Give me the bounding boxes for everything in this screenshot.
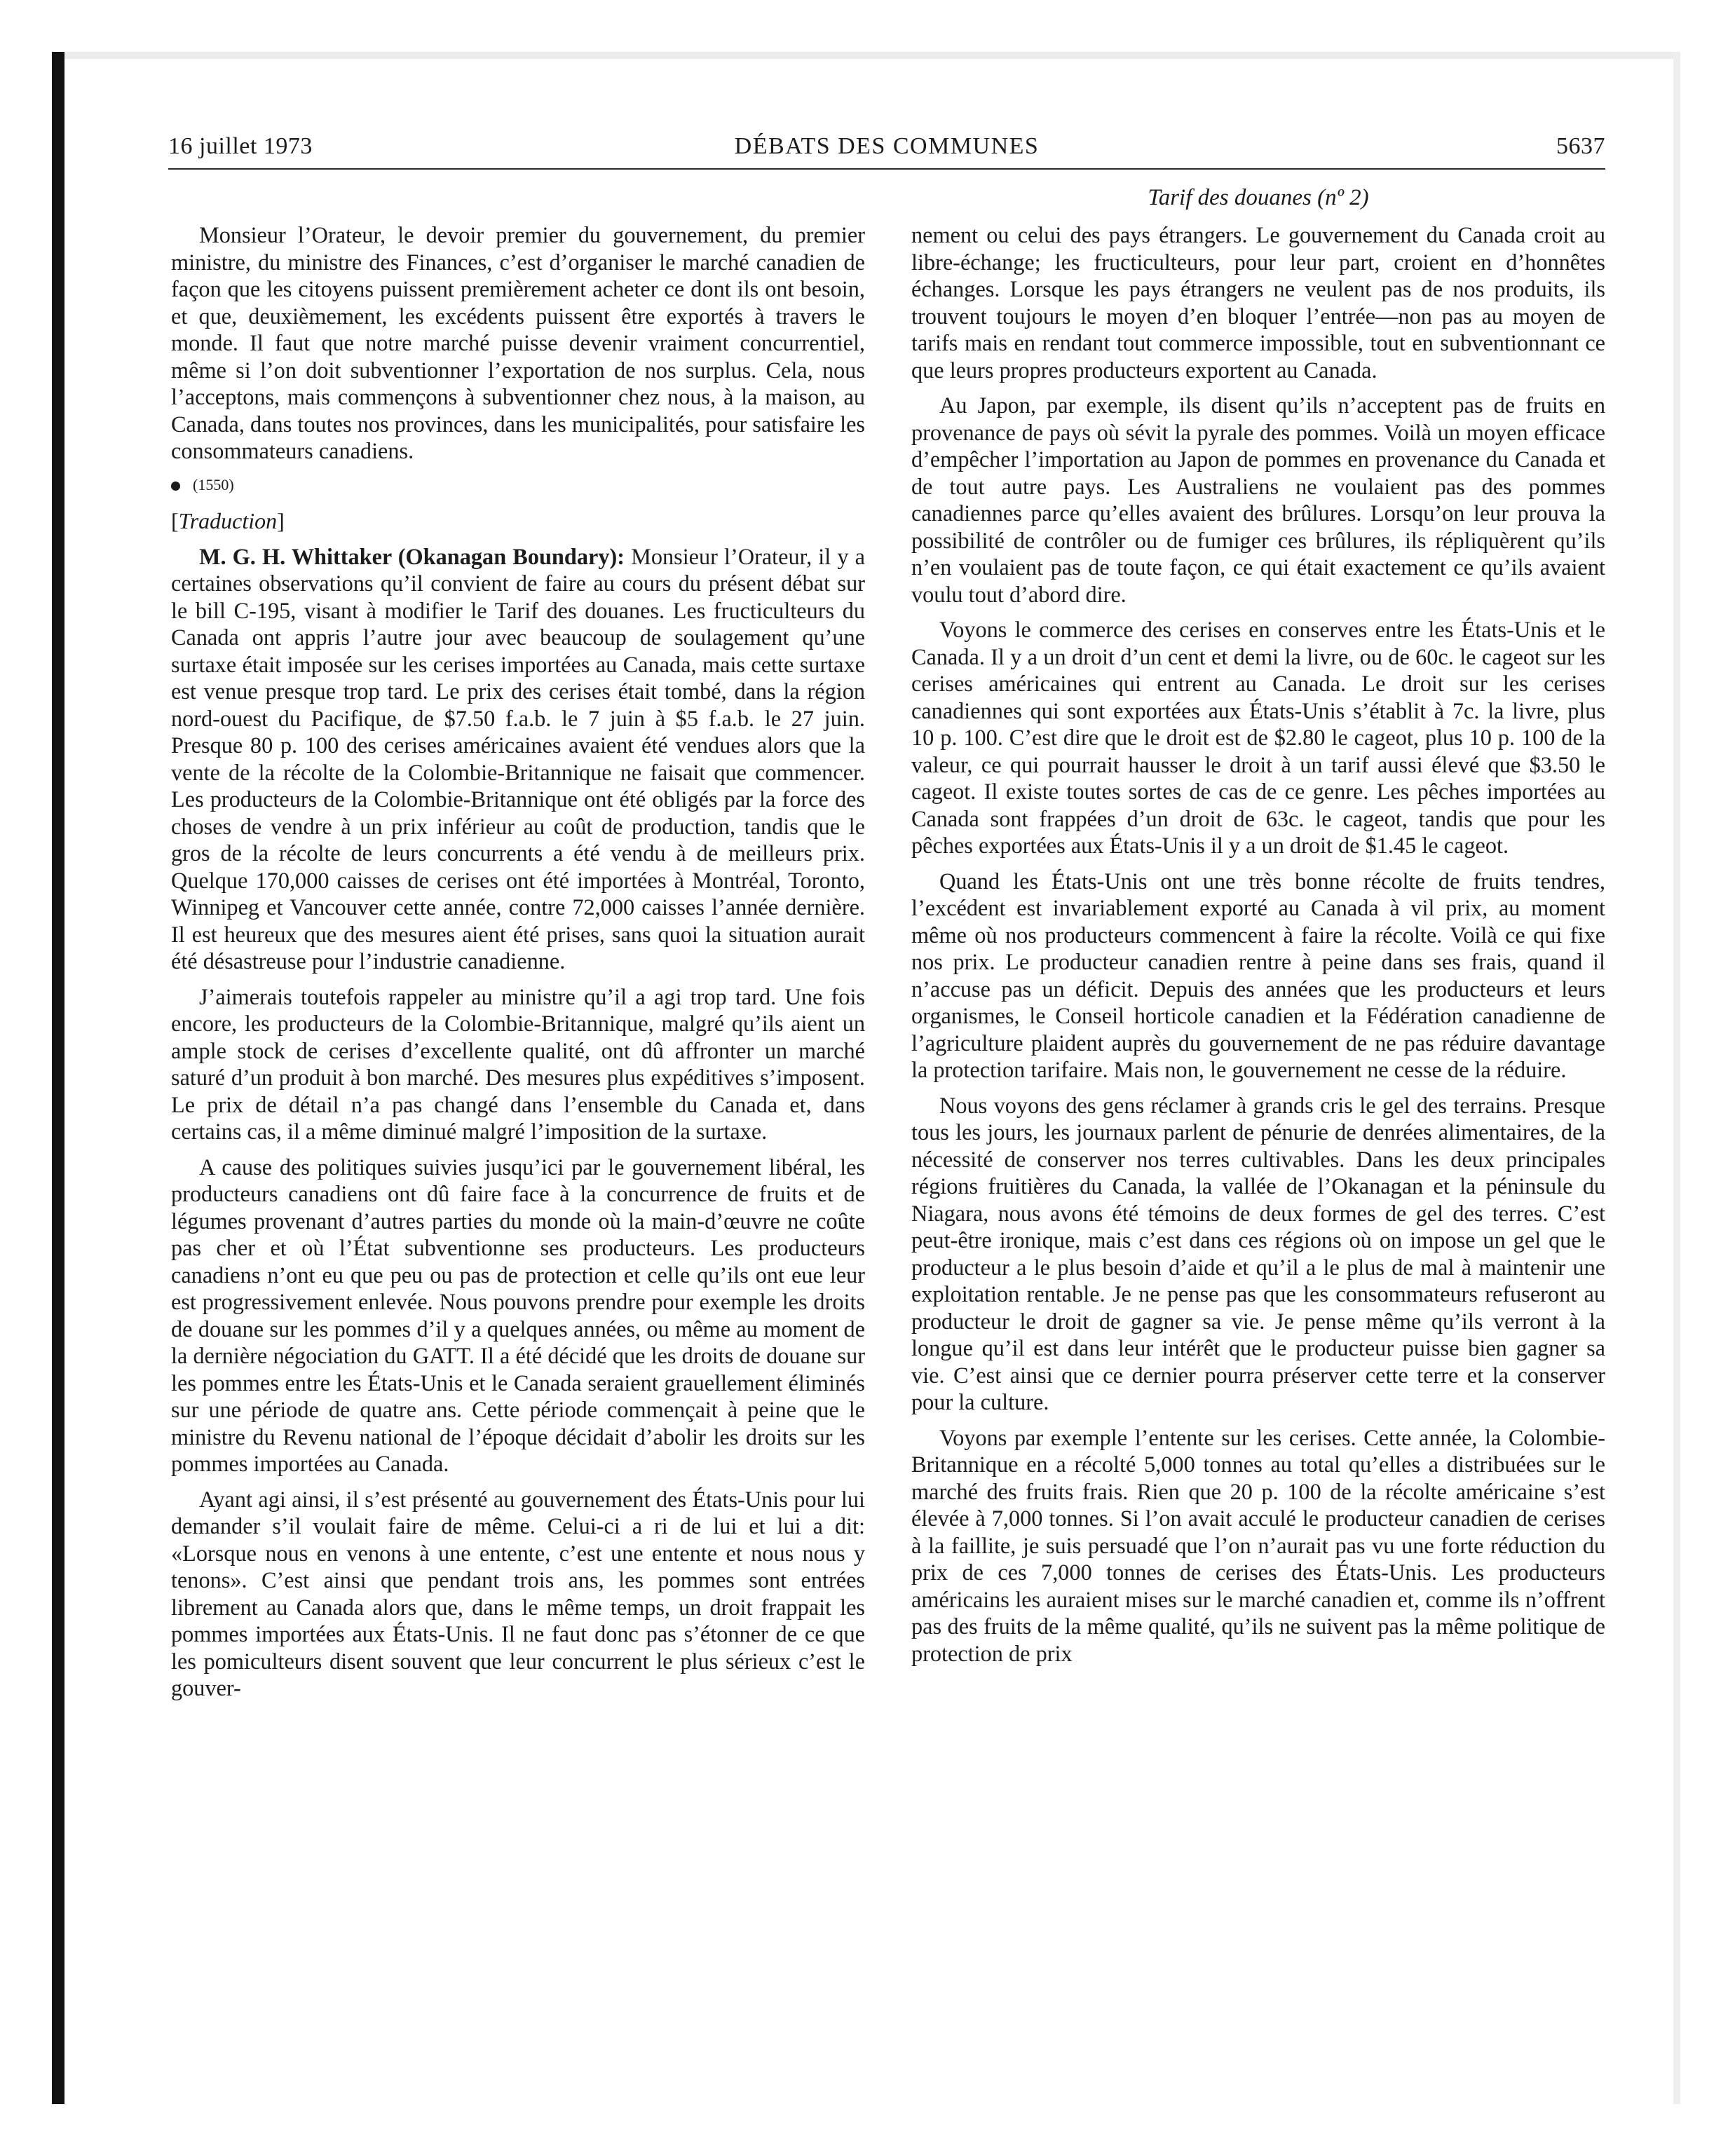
paragraph: Ayant agi ainsi, il s’est présenté au gouvernement des États-Unis pour lui demander s’il voulait faire de même. Celui-ci a ri de lui et lui a dit: «Lorsque nous en venons à une entente, c’est une entente et nous nous y tenons». C’est ainsi que pendant trois ans, les pommes sont entrées librement au Canada alors que, dans le même temps, un droit frappait les pommes importées aux États-Unis. Il ne faut donc pas s’étonner de ce que les pomiculteurs disent souvent que leur concurrent le plus sérieux c’est le gouver-	[171, 1486, 865, 1700]
bullet-icon	[171, 482, 180, 491]
header-title: DÉBATS DES COMMUNES	[734, 133, 1040, 159]
time-marker	[171, 475, 865, 496]
right-column	[911, 221, 1605, 1675]
scan-border-right	[1673, 52, 1680, 2104]
page-header	[168, 133, 1605, 167]
scan-border-left	[52, 52, 64, 2104]
speaker-paragraph	[171, 543, 865, 975]
speaker-text: Monsieur l’Orateur, il y a certaines observations qu’il convient de faire au cours du présent débat sur le bill C-195, visant à modifier le Tarif des douanes. Les fructiculteurs du Canada ont appris l’autre jour avec beaucoup de soulagement qu’une surtaxe était imposée sur les cerises importées au Canada, mais cette surtaxe est venue presque trop tard. Le prix des cerises était tombé, dans la région nord-ouest du Pacifique, de $7.50 f.a.b. le 7 juin à $5 f.a.b. le 27 juin. Presque 80 p. 100 des cerises américaines avaient été vendues alors que la vente de la récolte de la Colombie-Britannique ne faisait que commencer. Les producteurs de la Colombie-Britannique ont été obligés par la force des choses de vendre à un prix inférieur au coût de production, tandis que le gros de la récolte de leurs concurrents a été vendu à de meilleurs prix. Quelque 170,000 caisses de cerises ont été importées à Montréal, Toronto, Winnipeg et Vancouver cette année, contre 72,000 caisses l’année dernière. Il est heureux que des mesures aient été prises, sans quoi la situation aurait été désastreuse pour l’industrie canadienne.	[171, 543, 865, 974]
translation-label-text: Traduction	[178, 507, 278, 533]
paragraph: Voyons par exemple l’entente sur les cerises. Cette année, la Colombie-Britannique en a récolté 5,000 tonnes au total qu’elles a distribuées sur le marché des fruits frais. Rien que 20 p. 100 de la récolte américaine s’est élevée à 7,000 tonnes. Si l’on avait acculé le producteur canadien de cerises à la faillite, je suis persuadé que l’on n’aurait pas vu une forte réduction du prix de ces 7,000 tonnes de cerises des États-Unis. Les producteurs américains les auraient mises sur le marché canadien et, comme ils n’offrent pas des fruits de la même qualité, qu’ils ne suivent pas la même politique de protection de prix	[911, 1424, 1605, 1666]
paragraph: J’aimerais toutefois rappeler au ministre qu’il a agi trop tard. Une fois encore, les producteurs de la Colombie-Britannique, malgré qu’ils aient un ample stock de cerises d’excellente qualité, ont dû affronter un marché saturé d’un produit à bon marché. Des mesures plus expéditives s’imposent. Le prix de détail n’a pas changé dans l’ensemble du Canada et, dans certains cas, il a même diminué malgré l’imposition de la surtaxe.	[171, 983, 865, 1144]
scan-border-top	[64, 52, 1680, 59]
translation-label: [Traduction]	[171, 507, 285, 533]
paragraph: A cause des politiques suivies jusqu’ici par le gouvernement libéral, les producteurs canadiens ont dû faire face à la concurrence de fruits et de légumes provenant d’autres parties du monde où la main-d’œuvre ne coûte pas cher et où l’État subventionne ses producteurs. Les producteurs canadiens n’ont eu que peu ou pas de protection et celle qu’ils ont eue leur est progressivement enlevée. Nous pouvons prendre pour exemple les droits de douane sur les pommes d’il y a quelques années, ou même au moment de la dernière négociation du GATT. Il a été décidé que les droits de douane sur les pommes entre les États-Unis et le Canada seraient grauellement éliminés sur une période de quatre ans. Cette période commençait à peine que le ministre du Revenu national de l’époque décidait d’abolir les droits sur les pommes importées au Canada.	[171, 1154, 865, 1476]
time-marker-text: (1550)	[193, 475, 234, 493]
paragraph: Monsieur l’Orateur, le devoir premier du gouvernement, du premier ministre, du ministre des Finances, c’est d’organiser le marché canadien de façon que les citoyens puissent premièrement acheter ce dont ils ont besoin, et que, deuxièmement, les excédents puissent être exportés à travers le monde. Il faut que notre marché puisse devenir vraiment concurrentiel, même si l’on doit subventionner l’exportation de nos surplus. Cela, nous l’acceptons, mais commençons à subventionner chez nous, à la maison, au Canada, dans toutes nos provinces, dans les municipalités, pour satisfaire les consommateurs canadiens.	[171, 222, 865, 463]
running-subheader: Tarif des douanes (nº 2)	[1148, 185, 1369, 210]
paragraph: Au Japon, par exemple, ils disent qu’ils n’acceptent pas de fruits en provenance de pays où sévit la pyrale des pommes. Voilà un moyen efficace d’empêcher l’importation au Japon de pommes en provenance du Canada et de tout autre pays. Les Australiens ne voulaient pas des pommes canadiennes parce qu’elles avaient des brûlures. Lorsqu’on leur prouva la possibilité de contrôler ou de fumiger ces brûlures, ils répliquèrent qu’ils n’en voulaient pas de toute façon, ce qui était exactement ce qu’ils avaient voulu tout d’abord dire.	[911, 393, 1605, 607]
page-number: 5637	[1556, 133, 1605, 159]
paragraph: Quand les États-Unis ont une très bonne récolte de fruits tendres, l’excédent est invariablement exporté au Canada à vil prix, au moment même où nos producteurs commencent à faire la récolte. Voilà ce qui fixe nos prix. Le producteur canadien rentre à peine dans ses frais, quand il n’accuse pas un déficit. Depuis des années que les producteurs et leurs organismes, le Conseil horticole canadien et la Fédération canadienne de l’agriculture plaident auprès du gouvernement de ne pas réduire davantage la protection tarifaire. Mais non, le gouvernement ne cesse de la réduire.	[911, 868, 1605, 1082]
paragraph: Voyons le commerce des cerises en conserves entre les États-Unis et le Canada. Il y a un droit d’un cent et demi la livre, ou de 60c. le cageot sur les cerises américaines qui entrent au Canada. Le droit sur les cerises canadiennes qui sont exportées aux États-Unis s’établit à 7c. la livre, plus 10 p. 100. C’est dire que le droit est de $2.80 le cageot, plus 10 p. 100 de la valeur, ce qui pourrait hausser le droit à un tarif aussi élevé que $3.50 le cageot. Il existe toutes sortes de cas de ce genre. Les pêches importées au Canada sont frappées d’un droit de 63c. le cageot, tandis que pour les pêches exportées aux États-Unis il y a un droit de $1.45 le cageot.	[911, 617, 1605, 858]
left-column	[171, 221, 865, 1710]
paragraph: Nous voyons des gens réclamer à grands cris le gel des terrains. Presque tous les jours, les journaux parlent de pénurie de denrées alimentaires, de la nécessité de conserver nos terres cultivables. Dans les deux principales régions fruitières du Canada, la vallée de l’Okanagan et la péninsule du Niagara, nous avons été témoins de deux formes de gel des terres. C’est peut-être ironique, mais c’est dans ces régions où on impose un gel que le producteur a le plus besoin d’aide et qu’il a le plus de mal à maintenir une exploitation rentable. Je ne pense pas que les consommateurs refuseront au producteur le droit de gagner sa vie. Je pense même qu’ils verront à la longue qu’il est dans leur intérêt que le producteur puisse bien gagner sa vie. C’est ainsi que ce dernier pourra préserver cette terre et la conserver pour la culture.	[911, 1092, 1605, 1414]
header-date: 16 juillet 1973	[168, 133, 313, 159]
speaker-name: M. G. H. Whittaker (Okanagan Boundary):	[199, 543, 625, 569]
header-rule	[168, 168, 1605, 170]
paragraph: nement ou celui des pays étrangers. Le gouvernement du Canada croit au libre-échange; les fructiculteurs, pour leur part, croient en d’honnêtes échanges. Lorsque les pays étrangers ne veulent pas de nos produits, ils trouvent toujours le moyen d’en bloquer l’entrée—non pas au moyen de tarifs mais en rendant tout commerce impossible, tout en subventionnant ce que leurs propres producteurs exportent au Canada.	[911, 222, 1605, 383]
